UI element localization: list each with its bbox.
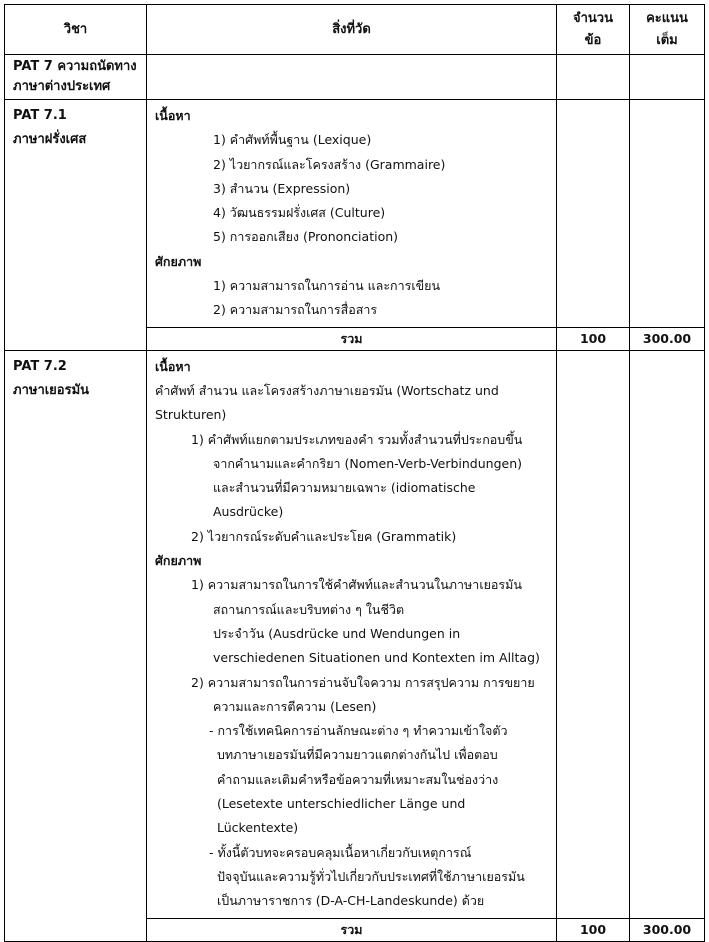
- section-title: PAT 7 ความถนัดทางภาษาต่างประเทศ: [5, 55, 147, 100]
- list-item: 3) สำนวน (Expression): [213, 180, 351, 196]
- text-line: verschiedenen Situationen und Kontexten im Alltag): [213, 650, 540, 666]
- list-item: 1) ความสามารถในการอ่าน และการเขียน: [213, 278, 441, 294]
- text-line: จากคำนามและคำกริยา (Nomen-Verb-Verbindungen): [213, 455, 523, 471]
- header-score-line1: คะแนน: [646, 10, 688, 26]
- text-line: Lückentexte): [217, 820, 299, 836]
- pat71-skill-heading: ศักยภาพ: [155, 253, 202, 269]
- pat72-subject-cell: [5, 350, 147, 941]
- list-item: 2) ความสามารถในการสื่อสาร: [213, 302, 378, 318]
- text-line: 2) ไวยากรณ์ระดับคำและประโยค (Grammatik): [191, 528, 457, 544]
- text-line: 1) ความสามารถในการใช้คำศัพท์และสำนวนในภาษาเยอรมัน: [191, 577, 522, 593]
- pat72-measure-cell: [147, 350, 557, 918]
- text-line: ความและการตีความ (Lesen): [213, 698, 377, 714]
- text-line: คำถามและเติมคำหรือข้อความที่เหมาะสมในช่องว่าง: [217, 771, 499, 787]
- list-item: 4) วัฒนธรรมฝรั่งเศส (Culture): [213, 205, 386, 221]
- pat71-total-count: 100: [557, 327, 630, 350]
- section-row: [5, 55, 705, 100]
- pat72-name: ภาษาเยอรมัน: [13, 382, 90, 398]
- text-line: 2) ความสามารถในการอ่านจับใจความ การสรุปความ การขยาย: [191, 674, 535, 690]
- pat72-total-score: 300.00: [630, 918, 705, 941]
- text-line: 1) คำศัพท์แยกตามประเภทของคำ รวมทั้งสำนวนที่ประกอบขึ้น: [191, 431, 523, 447]
- pat71-code: PAT 7.1: [13, 108, 67, 123]
- list-item: 2) ไวยากรณ์และโครงสร้าง (Grammaire): [213, 156, 446, 172]
- header-row: [5, 5, 705, 55]
- list-item: 5) การออกเสียง (Prononciation): [213, 229, 399, 245]
- text-line: ปัจจุบันและความรู้ทั่วไปเกี่ยวกับประเทศที่ใช้ภาษาเยอรมัน: [217, 868, 525, 884]
- pat72-code: PAT 7.2: [13, 358, 67, 374]
- pat71-content-heading: เนื้อหา: [155, 108, 191, 123]
- pat72-total-count: 100: [557, 918, 630, 941]
- header-score: [630, 5, 705, 55]
- pat71-measure-cell: [147, 100, 557, 328]
- pat71-total-score: 300.00: [630, 327, 705, 350]
- pat71-subject-cell: [5, 100, 147, 351]
- text-line: (Lesetexte unterschiedlicher Länge und: [217, 796, 466, 812]
- pat72-row: [5, 350, 705, 918]
- text-line: สถานการณ์และบริบทต่าง ๆ ในชีวิต: [213, 601, 405, 617]
- text-line: - ทั้งนี้ตัวบทจะครอบคลุมเนื้อหาเกี่ยวกับเหตุการณ์: [209, 844, 472, 860]
- text-line: ประจำวัน (Ausdrücke und Wendungen in: [213, 625, 461, 641]
- text-line: บทภาษาเยอรมันที่มีความยาวแตกต่างกันไป เพื่อตอบ: [217, 747, 498, 763]
- exam-structure-table: [4, 4, 705, 942]
- header-count-line2: ข้อ: [584, 32, 602, 48]
- text-line: คำศัพท์ สำนวน และโครงสร้างภาษาเยอรมัน (Wortschatz und: [155, 382, 499, 398]
- pat71-total-label: รวม: [147, 327, 557, 350]
- text-line: Strukturen): [155, 407, 227, 423]
- header-measure: สิ่งที่วัด: [147, 5, 557, 55]
- text-line: และสำนวนที่มีความหมายเฉพาะ (idiomatische: [213, 480, 476, 496]
- header-subject: วิชา: [5, 5, 147, 55]
- list-item: 1) คำศัพท์พื้นฐาน (Lexique): [213, 132, 372, 148]
- pat71-name: ภาษาฝรั่งเศส: [13, 132, 87, 147]
- header-count: [557, 5, 630, 55]
- text-line: Ausdrücke): [213, 504, 284, 520]
- pat72-total-label: รวม: [147, 918, 557, 941]
- pat72-skill-heading: ศักยภาพ: [155, 553, 202, 569]
- pat71-row: [5, 100, 705, 328]
- header-count-line1: จำนวน: [573, 10, 613, 26]
- header-score-line2: เต็ม: [656, 32, 678, 48]
- text-line: เป็นภาษาราชการ (D-A-CH-Landeskunde) ด้วย: [217, 893, 485, 909]
- pat72-content-heading: เนื้อหา: [155, 358, 191, 374]
- text-line: - การใช้เทคนิคการอ่านลักษณะต่าง ๆ ทำความเข้าใจตัว: [209, 723, 508, 739]
